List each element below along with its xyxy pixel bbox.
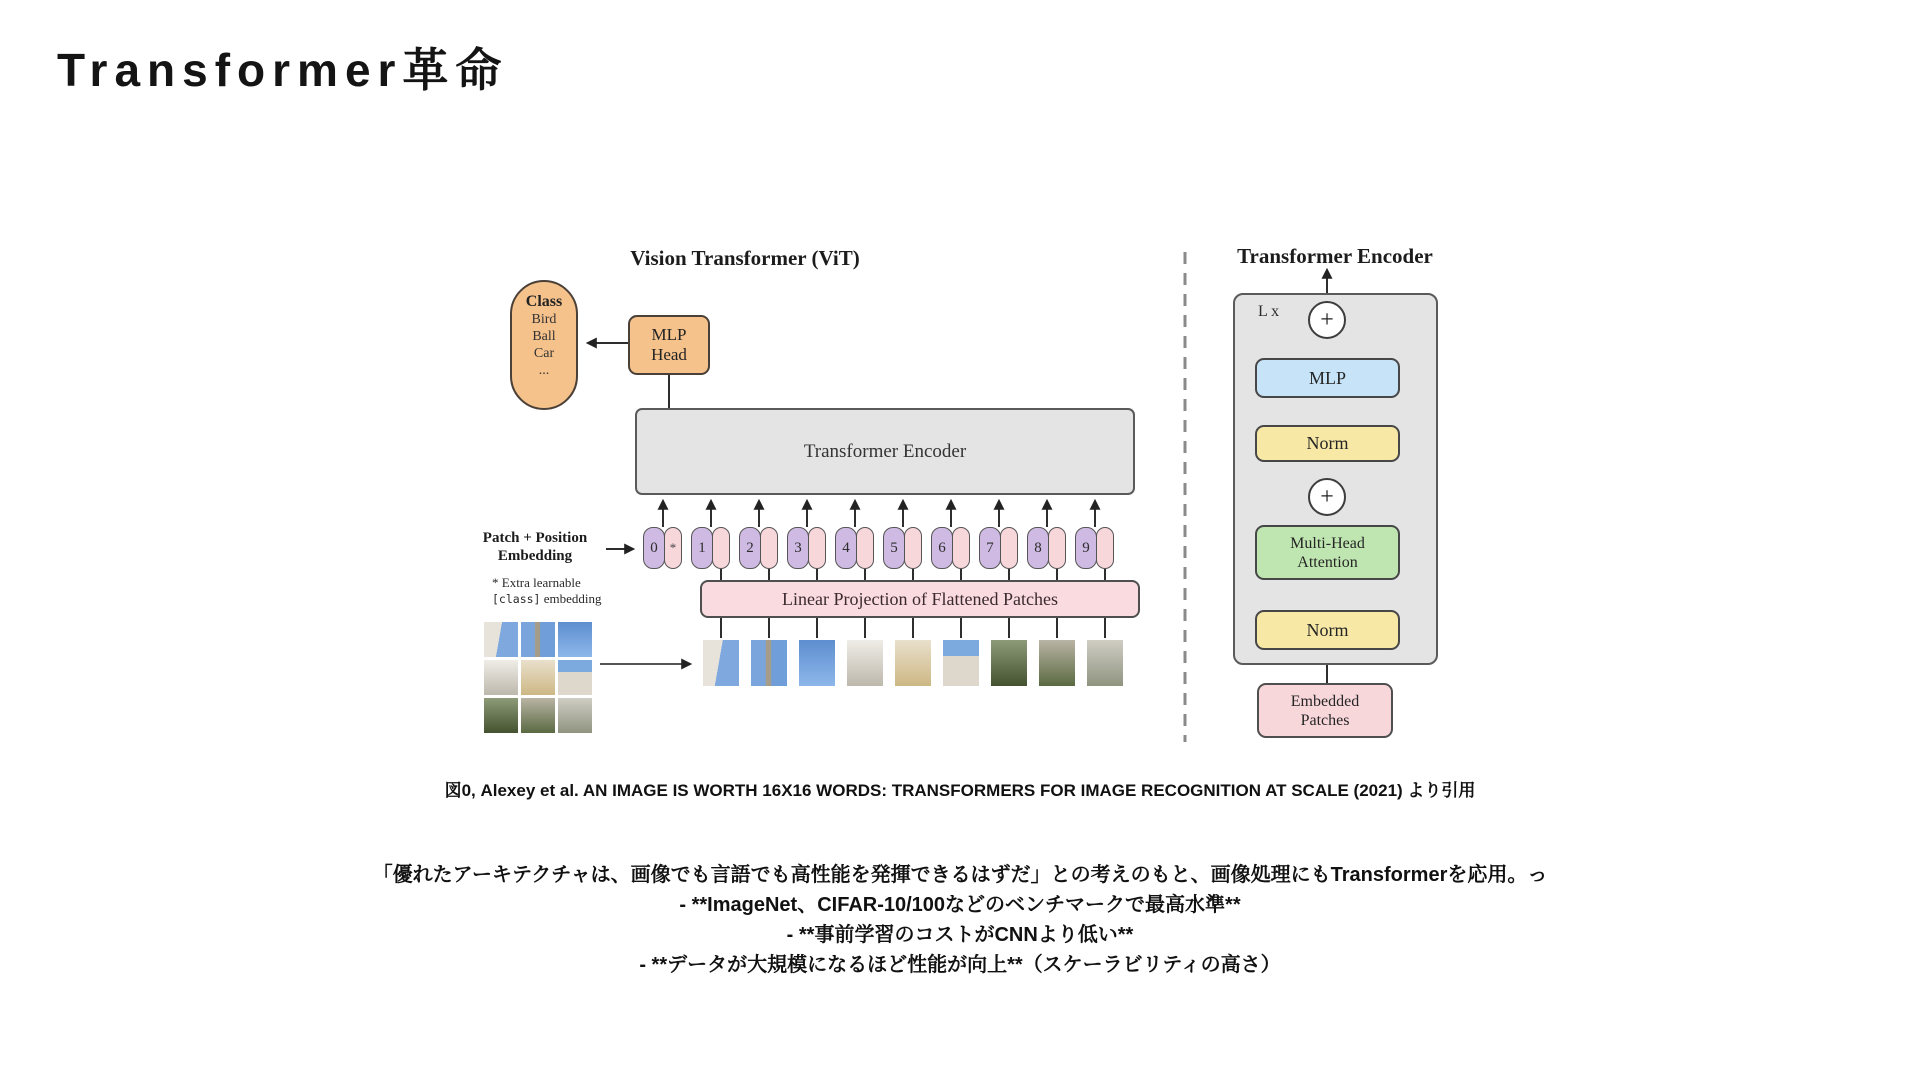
mlp-head-line: Head bbox=[651, 345, 687, 364]
patch-embedding-pill bbox=[1096, 527, 1114, 569]
slide-title: Transformer革命 bbox=[57, 44, 509, 96]
patch-position-line: Embedding bbox=[497, 548, 573, 564]
token-number: 8 bbox=[1027, 527, 1049, 569]
grid-patch-3 bbox=[558, 622, 592, 657]
image-patch-8 bbox=[1039, 640, 1075, 686]
token-number: 4 bbox=[835, 527, 857, 569]
vit-heading: Vision Transformer (ViT) bbox=[630, 246, 860, 270]
class-pill-item: Car bbox=[533, 346, 555, 361]
encoder-norm-label: Norm bbox=[1306, 619, 1349, 640]
grid-patch-6 bbox=[558, 660, 592, 695]
patch-embedding-pill bbox=[1000, 527, 1018, 569]
image-patch-6 bbox=[943, 640, 979, 686]
plus-sign: + bbox=[1320, 483, 1334, 510]
slide-body-text bbox=[0, 860, 1920, 980]
token-number: 9 bbox=[1075, 527, 1097, 569]
patch-embedding-pill bbox=[808, 527, 826, 569]
token-number: 2 bbox=[739, 527, 761, 569]
token-number: 6 bbox=[931, 527, 953, 569]
encoder-mlp-label: MLP bbox=[1308, 367, 1346, 388]
class-pill-title: Class bbox=[525, 293, 563, 310]
mlp-head-line: MLP bbox=[651, 325, 687, 344]
image-patch-9 bbox=[1087, 640, 1123, 686]
encoder-multihead-attention-box bbox=[1255, 525, 1400, 580]
attention-line: Multi-Head bbox=[1290, 534, 1365, 552]
token-number: 3 bbox=[787, 527, 809, 569]
token-number: 1 bbox=[691, 527, 713, 569]
patch-grid-image bbox=[484, 622, 594, 734]
grid-patch-5 bbox=[521, 660, 555, 695]
grid-patch-8 bbox=[521, 698, 555, 733]
patch-embedding-pill bbox=[1048, 527, 1066, 569]
linear-projection-label: Linear Projection of Flattened Patches bbox=[782, 588, 1058, 609]
patch-embedding-pill bbox=[952, 527, 970, 569]
encoder-norm-label: Norm bbox=[1306, 433, 1349, 453]
class-output-pill bbox=[510, 280, 578, 410]
grid-patch-9 bbox=[558, 698, 592, 733]
attention-line: Attention bbox=[1297, 553, 1358, 571]
token-number: 7 bbox=[979, 527, 1001, 569]
grid-patch-4 bbox=[484, 660, 518, 695]
residual-add-mid bbox=[1308, 478, 1346, 516]
class-token-pill: * bbox=[664, 527, 682, 569]
token-number: 0 bbox=[643, 527, 665, 569]
encoder-norm-top-box bbox=[1255, 425, 1400, 462]
patch-embedding-pill bbox=[760, 527, 778, 569]
encoder-heading: Transformer Encoder bbox=[1237, 244, 1433, 268]
embedded-patches-line: Patches bbox=[1300, 711, 1350, 729]
mlp-head-box bbox=[628, 315, 710, 375]
figure-caption: 図0, Alexey et al. AN IMAGE IS WORTH 16X16 WORDS: TRANSFORMERS FOR IMAGE RECOGNITION AT SCALE (2021) より引用 bbox=[444, 781, 1476, 800]
image-patch-7 bbox=[991, 640, 1027, 686]
extra-learnable-note bbox=[492, 575, 601, 607]
image-patch-2 bbox=[751, 640, 787, 686]
image-patch-5 bbox=[895, 640, 931, 686]
patch-position-embedding-label bbox=[468, 529, 602, 565]
class-pill-item: Bird bbox=[531, 312, 557, 327]
grid-patch-1 bbox=[484, 622, 518, 657]
linear-projection-box bbox=[700, 580, 1140, 618]
embedded-patches-box bbox=[1257, 683, 1393, 738]
body-line: - **ImageNet、CIFAR-10/100などのベンチマークで最高水準** bbox=[679, 894, 1241, 916]
vit-transformer-encoder-box bbox=[635, 408, 1135, 495]
vit-encoder-label: Transformer Encoder bbox=[803, 440, 967, 462]
plus-sign: + bbox=[1320, 306, 1334, 333]
embedded-patches-line: Embedded bbox=[1290, 692, 1360, 710]
body-line: - **データが大規模になるほど性能が向上**（スケーラビリティの高さ） bbox=[639, 954, 1281, 976]
extra-note-rest: embedding bbox=[540, 591, 602, 606]
grid-patch-7 bbox=[484, 698, 518, 733]
class-pill-item: Ball bbox=[532, 329, 556, 344]
image-patch-4 bbox=[847, 640, 883, 686]
extra-note-line2 bbox=[492, 591, 601, 607]
body-line: 「優れたアーキテクチャは、画像でも言語でも高性能を発揮できるはずだ」との考えのもと、画像処理にもTransformerを応用。っ bbox=[372, 864, 1548, 886]
patch-embedding-pill bbox=[712, 527, 730, 569]
residual-add-top bbox=[1308, 301, 1346, 339]
loop-count-label: L x bbox=[1258, 303, 1280, 320]
patch-embedding-pill bbox=[904, 527, 922, 569]
encoder-mlp-box bbox=[1255, 358, 1400, 398]
patch-position-line: Patch + Position bbox=[482, 530, 588, 546]
class-pill-item: ... bbox=[538, 363, 550, 378]
grid-patch-2 bbox=[521, 622, 555, 657]
image-patch-1 bbox=[703, 640, 739, 686]
token-number: 5 bbox=[883, 527, 905, 569]
body-line: - **事前学習のコストがCNNより低い** bbox=[786, 924, 1134, 946]
image-patch-3 bbox=[799, 640, 835, 686]
encoder-norm-bottom-box bbox=[1255, 610, 1400, 650]
extra-note-line1: * Extra learnable bbox=[492, 575, 581, 590]
patch-embedding-pill bbox=[856, 527, 874, 569]
class-token-literal: [class] bbox=[492, 592, 541, 606]
